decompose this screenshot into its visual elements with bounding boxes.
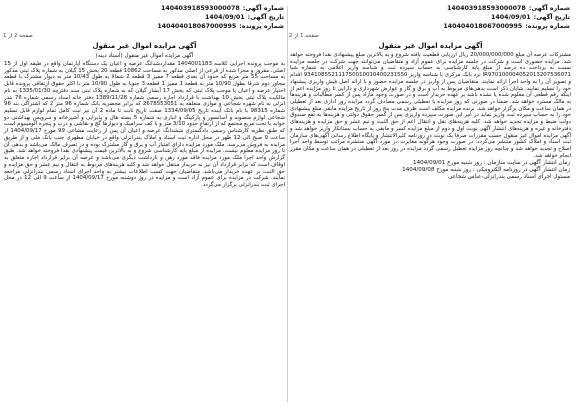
case-number-label: شماره پرونده: bbox=[525, 23, 570, 30]
notice-number-row bbox=[3, 4, 286, 13]
column-divider bbox=[287, 6, 288, 402]
auction-notice-part-1 bbox=[289, 4, 572, 404]
notice-date-value: 1404/09/01 bbox=[205, 14, 245, 21]
notice-references bbox=[289, 4, 572, 31]
notice-number-label: شماره آگهی: bbox=[242, 5, 284, 12]
notice-footer bbox=[289, 160, 572, 182]
notice-number-row bbox=[289, 4, 572, 13]
notice-heading: آگهی مزایده اموال غیر منقول bbox=[378, 42, 483, 50]
notice-heading: آگهی مزایده اموال غیر منقول bbox=[92, 42, 197, 50]
notice-date-row bbox=[289, 13, 572, 22]
case-number-row bbox=[3, 22, 286, 31]
site-publish-date: زمان انتشار آگهی در سایت سازمان : روز شنبه مورخ 1404/09/01 bbox=[413, 159, 570, 166]
auction-notice-part-2 bbox=[3, 4, 286, 404]
notice-number-label: شماره آگهی: bbox=[528, 5, 570, 12]
notice-date-value: 1404/09/01 bbox=[491, 14, 531, 21]
case-number-label: شماره پرونده: bbox=[239, 23, 284, 30]
notice-number-value: 140403918593000078 bbox=[160, 5, 240, 12]
newspaper-publish-date: زمان انتشار آگهی در روزنامه الکترونیکی : روز شنبه مورخ 1404/09/08 bbox=[402, 166, 570, 173]
signatory: مسئول اجرای اسناد رسمی بندرانزلی-عباس شجاعی bbox=[448, 174, 570, 181]
notice-date-label: تاریخ آگهی: bbox=[533, 14, 570, 21]
notice-date-label: تاریخ آگهی: bbox=[247, 14, 284, 21]
page-number: صفحه 1 از 2 bbox=[289, 33, 319, 39]
page-number: صفحه 2 از 1 bbox=[3, 33, 33, 39]
case-number-value: 140404018067000995 bbox=[157, 23, 237, 30]
notice-subheading: آگهی مزایده اموال غیر منقول (اسناد دینه) bbox=[95, 53, 194, 59]
case-number-value: 140404018067000995 bbox=[443, 23, 523, 30]
notice-body: به موجب پرونده اجرایی کلاسه 1404001183 مقداردشدانگ عرصه و اعیان یک دستگاه آپارتمان واقع در طبقه اول از 15 اصلی، مفروز و مجزا شده از قرعی از اصلی مذکور به مساحت 10862 قطعه 20 بخش 15 گیلان به شماره پلاک ثبتی مذکور به مساحت 55 متر مربع که حدود آن بعدی قطعه 7 ممیز 3 قطعه 2 شمالا به طول 10/43 متر به دیوار مشترک با قطعه مجاور دوم شرقا بطول 10/90 متر به قطعه 1 ممیز 1 قطعه 3 جنوبا به طول 10/90 متر با اکثر حقوق ارتفاقی پرونده قابل اختیار عرصه و اعیان با موجب پلاک ثبتی که بخش 17 آبشار گیلان که به شماره پلاک ثبتی سند دفترچه 1335/01/30 به نام مالکیت پلاک ثبتی بخش 10 بهداشت با قرارداد اجاره رسمی شماره 1389/11/28 دفتر خانه اسناد رسمی شماره 76 بندر انزلی به نام شهره شجاعی و موازی متعلقه به 2678553051 که برابر محضریه بانک شماره 96 متر 2 که اشتراکی بند 96 شماره 98315 با نام بانک آینده تاریخ 1334/09/05 صفت تاریخ ثابت تا ماده 2 آن نیز ثبت کامل تمام لوازم قابل تسلیم شجاعی لوازم منصوبه و آسانسور و پارکینگ و انباری به شماره 5 بسته هال و پذیرایی و آشپزخانه و سرویس بهداشتی دو خوابه با تحت مربع مجتمع که از ارتفاع حدود 3/10 متر و با کف سرامیک و دیوارها گچ و نقاشی و درب و پنجره آلومینیوم است که طبق نظریه کارشناس رسمی دادگستری ششدانگ عرصه و اعیان آن پس از رعایت مشاعی 99 مورخ 1404/09/17 از ساعت 9 صبح الی 12 ظهر در محل اداره ثبت اسناد و املاک بندرانزلی واقع در خیابان مطهری جنب بانک ملی و از طریق مزایده به فروش می‌رسد. ملک مورد مزایده دارای امتیاز آب و برق و گاز مشترک بوده و در تصرف مالک می‌باشد و بدهی آن تا روز مزایده معلوم نیست. مزایده از مبلغ پایه کارشناسی شروع و به بالاترین قیمت پیشنهادی نقدا فروخته خواهد شد. طبق گزارش واحد اجرا ملک مورد مزایده فاقد مورد رهن و بازداشت دیگری می‌باشد و عرصه آن برابر قرارداد اجاره متعلق به اوقاف است که برابر قرارداد آن نیز به خریدار منتقل خواهد شد و کلیه هزینه‌های مربوط به انتقال و نیم عشر و حق مزایده و حق الثبت بر عهده خریدار می‌باشد. متقاضیان جهت کسب اطلاعات بیشتر به واحد اجرای اسناد رسمی بندرانزلی مراجعه نمایند. شرکت در مزایده برای عموم آزاد است و مزایده در روز دوشنبه مورخ 1404/09/17 از ساعت 9 الی 12 در محل اجرای ثبت بندرانزلی برگزار می‌گردد. bbox=[4, 61, 286, 188]
notice-number-value: 140403918593000078 bbox=[446, 5, 526, 12]
notice-references bbox=[3, 4, 286, 31]
notice-date-row bbox=[3, 13, 286, 22]
case-number-row bbox=[289, 22, 572, 31]
notice-body: مشترکات عرصه آن مبلغ 20/000/000/000 ریال ارزیابی قطعیت یافته شروع و به بالاترین مبلغ پیشنهادی نقدا فروخته خواهد شد. مزایده حضوری است و شرکت در جلسه مزایده برای عموم آزاد و متقاضیان می‌توانند جهت شرکت در جلسه مزایده نسبت به پرداخت ده درصد از مبلغ پایه کارشناسی به حساب سپرده ثبت و شناسه واریز اعلامی به شماره شبا IR970100004052013207536071 نزد بانک مرکزی با شناسه واریز 934108552111750010010400231550 اقدام و تصویر آن را به واحد اجرا ارائه نمایند. متقاضیان پس از واریز در جلسه مزایده حضور و با ارائه اصل فیش واریزی پیشنهاد خود را تسلیم نمایند. شایان ذکر است بدهی‌های مربوط به آب و برق و گاز و عوارض شهرداری و دارایی تا روز مزایده اعم از اینکه رقم قطعی آن معلوم شده یا نشده باشد بر عهده خریدار است و در صورت وجود مازاد پس از کسر مطالبات و هزینه‌ها به مالک مسترد خواهد شد. ضمنا در صورتی که روز مزایده با تعطیلی رسمی مصادف گردد مزایده روز اداری بعد از تعطیلی در همان ساعت و مکان برگزار خواهد شد. برنده مزایده مکلف است ظرف مدت پنج روز از تاریخ مزایده مابقی مبلغ پیشنهادی خود را به حساب سپرده ثبت واریز نماید در غیر این صورت سپرده واریزی پس از کسر حقوق دولتی و هزینه‌ها به نفع صندوق دولت ضبط و مزایده تجدید خواهد شد. کلیه هزینه‌های نقل و انتقال اعم از حق الثبت و نیم عشر و حق مزایده و هزینه‌های دفترخانه و غیره و هزینه‌های انتشار آگهی نوبت اول و دوم از مبلغ مزایده کسر و مابقی به حساب بستانکار واریز خواهد شد و آگهی مزایده اموال غیر منقول حسب مقررات صرفا یک نوبت در روزنامه کثیرالانتشار و پایگاه اطلاع رسانی آگهی‌های سازمان ثبت اسناد و املاک کشور منتشر می‌گردد. در صورت وجود هرگونه مغایرت در مورد آگهی منتشره مراتب توسط واحد اجرا اصلاح و تجدید خواهد شد و چنانچه روز مزایده تعطیل رسمی گردد مزایده در روز بعد از تعطیلی در همان ساعت و مکان مقرر انجام خواهد شد. bbox=[290, 52, 571, 159]
